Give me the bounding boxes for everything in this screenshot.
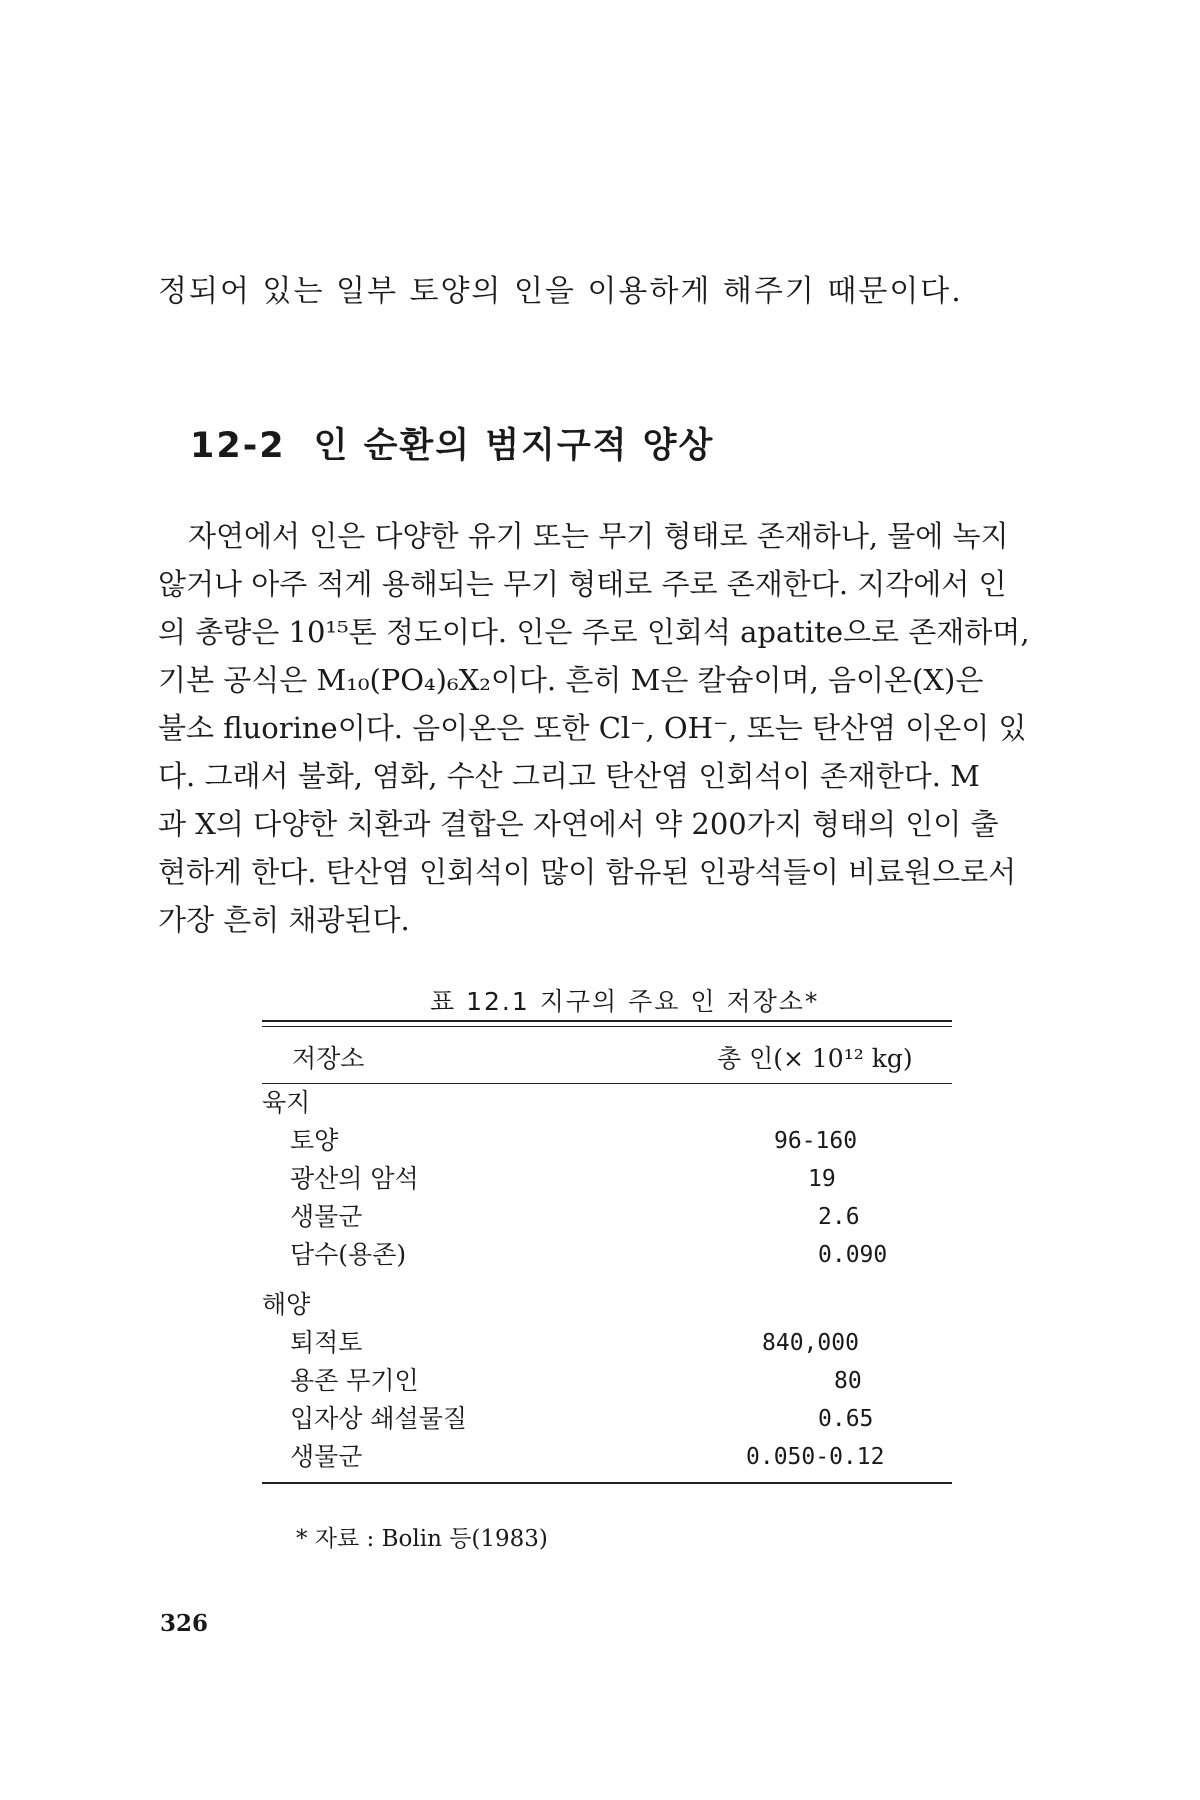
row-value: 96-160 (774, 1128, 858, 1154)
row-label: 입자상 쇄설물질 (290, 1404, 467, 1433)
section-title: 인 순환의 범지구적 양상 (313, 426, 715, 466)
table-top-rule (262, 1020, 952, 1022)
table-caption: 표 12.1 지구의 주요 인 저장소* (430, 987, 820, 1016)
body-line: 과 X의 다양한 치환과 결합은 자연에서 약 200가지 형태의 인이 출 (158, 807, 999, 841)
table-row (262, 1400, 952, 1438)
table-row (262, 1438, 952, 1476)
table-row (262, 1236, 952, 1274)
row-label: 퇴적토 (290, 1328, 363, 1357)
table-row (262, 1198, 952, 1236)
table-row (262, 1160, 952, 1198)
body-line: 않거나 아주 적게 용해되는 무기 형태로 주로 존재한다. 지각에서 인 (158, 567, 1007, 601)
body-line: 다. 그래서 불화, 염화, 수산 그리고 탄산염 인회석이 존재한다. M (158, 759, 980, 793)
group-label-land: 육지 (262, 1088, 311, 1117)
table-row (262, 1122, 952, 1160)
continued-paragraph: 정되어 있는 일부 토양의 인을 이용하게 해주기 때문이다. (158, 274, 963, 309)
body-line: 현하게 한다. 탄산염 인회석이 많이 함유된 인광석들이 비료원으로서 (158, 855, 1017, 889)
body-line: 불소 fluorine이다. 음이온은 또한 Cl⁻, OH⁻, 또는 탄산염 이온이 있 (158, 711, 1027, 745)
table-footnote: * 자료 : Bolin 등(1983) (296, 1526, 548, 1552)
row-label: 용존 무기인 (290, 1366, 419, 1395)
row-label: 광산의 암석 (290, 1164, 419, 1193)
reservoir-table (262, 1020, 952, 1484)
row-value: 19 (808, 1166, 836, 1192)
row-value: 840,000 (762, 1330, 859, 1356)
row-label: 담수(용존) (290, 1240, 407, 1269)
page-number: 326 (160, 1610, 209, 1637)
row-label: 토양 (290, 1126, 339, 1155)
row-label: 생물군 (290, 1202, 363, 1231)
row-value: 80 (834, 1368, 862, 1394)
table-body (262, 1084, 952, 1476)
row-value: 0.65 (818, 1406, 874, 1432)
section-heading (190, 418, 714, 468)
row-label: 생물군 (290, 1442, 363, 1471)
table-header (262, 1027, 952, 1083)
body-paragraph (158, 512, 1063, 944)
body-line: 기본 공식은 M₁₀(PO₄)₆X₂이다. 흔히 M은 칼슘이며, 음이온(X)은 (158, 663, 984, 697)
table-row (262, 1324, 952, 1362)
row-value: 0.050-0.12 (746, 1444, 885, 1470)
table-row (262, 1362, 952, 1400)
body-line: 자연에서 인은 다양한 유기 또는 무기 형태로 존재하나, 물에 녹지 (188, 519, 1009, 553)
header-total-phosphorus: 총 인(× 10¹² kg) (717, 1044, 913, 1073)
row-value: 0.090 (818, 1242, 888, 1268)
section-number: 12-2 (190, 426, 286, 466)
group-label-ocean: 해양 (262, 1290, 311, 1319)
row-value: 2.6 (818, 1204, 860, 1230)
body-line: 의 총량은 10¹⁵톤 정도이다. 인은 주로 인회석 apatite으로 존재하며, (158, 615, 1030, 649)
body-line: 가장 흔히 채광된다. (158, 903, 410, 937)
header-reservoir: 저장소 (292, 1044, 365, 1073)
table-bottom-rule (262, 1482, 952, 1484)
